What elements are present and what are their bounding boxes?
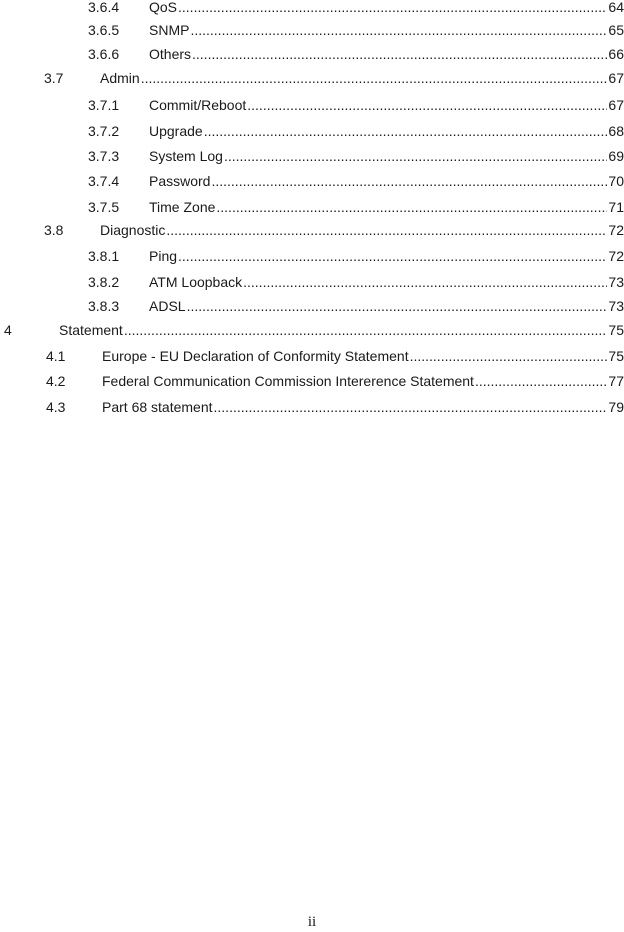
toc-page-number: 65 [608,22,624,38]
toc-page-number: 68 [608,123,624,139]
toc-entry-4-3[interactable] [46,396,624,418]
toc-entry-3-7-4[interactable] [88,170,624,192]
toc-title: System Log [149,148,223,164]
toc-page-number: 73 [608,298,624,314]
toc-entry-3-7-1[interactable] [88,94,624,116]
toc-page-number: 75 [608,348,624,364]
toc-page-number: 75 [608,322,624,338]
toc-number: 3.6.4 [88,0,120,15]
toc-page-number: 67 [608,97,624,113]
toc-number: 3.8.2 [88,274,120,290]
toc-number: 4.1 [46,348,66,364]
toc-entry-3-7-5[interactable] [88,196,624,218]
toc-title: ADSL [149,298,186,314]
toc-title: Part 68 statement [102,399,213,415]
toc-leader-dots [178,0,607,18]
page-number-footer: ii [307,914,317,930]
toc-page-number: 69 [608,148,624,164]
toc-leader-dots [216,196,607,218]
toc-number: 3.8.1 [88,248,120,264]
toc-title: Statement [59,322,123,338]
toc-leader-dots [224,145,607,167]
toc-page-number: 64 [608,0,624,15]
toc-number: 4.3 [46,399,66,415]
toc-page-number: 77 [608,373,624,389]
toc-title: Diagnostic [100,222,166,238]
toc-entry-3-7-2[interactable] [88,120,624,142]
toc-number: 3.7.4 [88,173,120,189]
toc-entry-4-1[interactable] [46,345,624,367]
toc-page-number: 70 [608,173,624,189]
toc-title: Upgrade [149,123,203,139]
toc-page-number: 72 [608,248,624,264]
toc-title: Others [149,46,192,62]
toc-page-number: 79 [608,399,624,415]
toc-entry-3-8[interactable] [44,219,624,241]
toc-title: Admin [100,70,140,86]
toc-entry-4[interactable] [4,319,624,341]
toc-number: 3.8.3 [88,298,120,314]
toc-entry-3-8-2[interactable] [88,271,624,293]
toc-entry-3-6-6[interactable] [88,43,624,65]
toc-leader-dots [243,271,607,293]
toc-leader-dots [141,67,608,89]
toc-number: 3.7.1 [88,97,120,113]
toc-number: 3.6.5 [88,22,120,38]
toc-title: ATM Loopback [149,274,243,290]
toc-title: Password [149,173,211,189]
toc-number: 3.8 [44,222,64,238]
toc-leader-dots [178,245,607,267]
toc-number: 3.6.6 [88,46,120,62]
toc-title: Time Zone [149,199,216,215]
toc-title: Ping [149,248,178,264]
toc-entry-3-7[interactable] [44,67,624,89]
toc-entry-3-7-3[interactable] [88,145,624,167]
toc-page-number: 72 [608,222,624,238]
toc-entry-3-8-3[interactable] [88,295,624,317]
toc-number: 3.7.2 [88,123,120,139]
toc-leader-dots [192,43,607,65]
toc-number: 4 [4,322,12,338]
toc-leader-dots [204,120,608,142]
toc-title: Commit/Reboot [149,97,247,113]
toc-title: QoS [149,0,178,15]
toc-title: Europe - EU Declaration of Conformity Statement [102,348,409,364]
toc-page-number: 67 [608,70,624,86]
toc-entry-4-2[interactable] [46,370,624,392]
toc-entry-3-6-4[interactable] [88,0,624,18]
toc-title: Federal Communication Commission Intererence Statement [102,373,474,389]
toc-leader-dots [124,319,608,341]
toc-leader-dots [166,219,607,241]
toc-leader-dots [211,170,607,192]
toc-title: SNMP [149,22,190,38]
toc-number: 3.7 [44,70,64,86]
toc-leader-dots [475,370,607,392]
toc-leader-dots [410,345,608,367]
toc-page-number: 66 [608,46,624,62]
toc-number: 4.2 [46,373,66,389]
toc-leader-dots [247,94,607,116]
toc-leader-dots [187,295,608,317]
toc-leader-dots [190,19,607,41]
toc-number: 3.7.5 [88,199,120,215]
toc-entry-3-8-1[interactable] [88,245,624,267]
toc-leader-dots [214,396,608,418]
toc-number: 3.7.3 [88,148,120,164]
toc-entry-3-6-5[interactable] [88,19,624,41]
toc-page-number: 71 [608,199,624,215]
toc-page-number: 73 [608,274,624,290]
